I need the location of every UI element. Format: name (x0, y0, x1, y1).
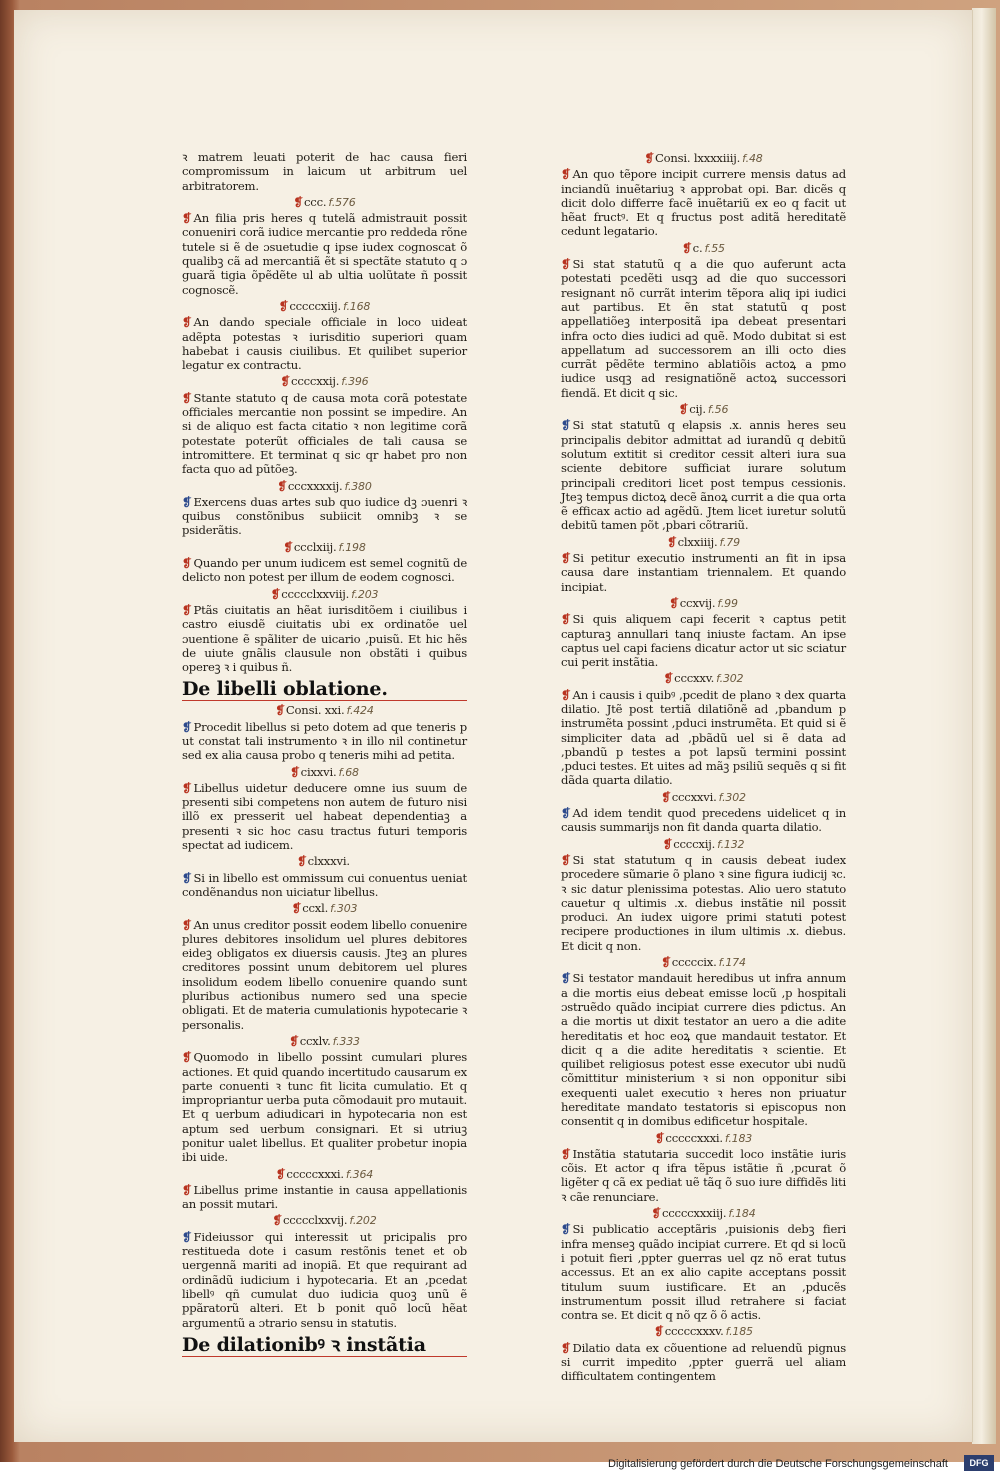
text-entry: ❡ Si stat statutũ q elapsis .x. annis heres seu principalis debitor admittat ad iurandũ q debitũ solutum extitit si creditor cessit alteri iura sua sciente debitore sufficiat iurare solutum principali creditori licet post tempus cessionis. Jteꝫ tempus dictoꝝ decẽ ãnoꝝ currit a die qua orta ẽ efficax actio ad agẽdũ. Jtem licet iuretur solutũ debitũ tamen põt ,pbari cõtrariũ. (561, 418, 846, 532)
text-entry: ❡ Quomodo in libello possint cumulari plures actiones. Et quid quando incertitudo causarum ex parte conuenti ꝛ tunc fit licita cumulatio. Et q impropriantur uerba puta cõmodauit pro mutauit. Et q uerbum adiudicari in hypotecaria non est aptum sed uerbum consignari. Et si utriuꝫ ponitur ualet libellus. Et qualiter probetur inopia ibi uide. (182, 1050, 467, 1164)
handwritten-folio-note: f.174 (718, 956, 746, 970)
section-title: De dilationibꝰ ꝛ instãtia (182, 1334, 467, 1357)
funding-note: Digitalisierung gefördert durch die Deutsche Forschungsgemeinschaft (608, 1458, 948, 1470)
text-entry: ❡ Libellus prime instantie in causa appellationis an possit mutari. (182, 1183, 467, 1212)
text-entry: ❡ Stante statuto q de causa mota corã potestate officiales mercantie non possint se impedire. An si de aliquo est facta citatio ꝛ non legitime corã potestate poterũt officiales de tali causa se intromittere. Et terminat q sic qr habet pro non facta quo ad pũtõeꝫ. (182, 391, 467, 477)
consilium-heading (561, 1324, 846, 1339)
handwritten-folio-note: f.380 (344, 479, 372, 493)
heading-number: cccccxxxi. (286, 1166, 344, 1181)
handwritten-folio-note: f.79 (719, 535, 740, 549)
handwritten-folio-note: f.424 (346, 704, 374, 718)
text-entry: ❡ Exercens duas artes sub quo iudice dꝫ ɔuenri ꝛ quibus constõnibus subiicit omnibꝫ ꝛ se psiderãtis. (182, 495, 467, 538)
text-entry: ❡ An i causis i quibꝰ ,pcedit de plano ꝛ dex quarta dilatio. Jtẽ post tertiã dilatiõnẽ ad ,pbandum p instrumẽta possint ,pduci instrumẽta. Et quid si ẽ simpliciter data ad ,pbãdũ uel si ẽ data ad ,pbandũ p testes a pot lapsũ termini possint ,pduci testes. Et uites ad mãꝫ psiliũ sequẽs q si fit dãda quarta dilatio. (561, 688, 846, 788)
handwritten-folio-note: f.56 (707, 403, 729, 417)
heading-number: ccccxxij. (291, 374, 340, 389)
right-text-column (561, 150, 846, 1386)
consilium-heading (561, 596, 846, 611)
handwritten-folio-note: f.302 (718, 790, 746, 804)
heading-number: cccccxxxiij. (661, 1206, 727, 1221)
heading-number: ccxl. (302, 901, 329, 916)
consilium-heading (182, 1034, 467, 1049)
text-entry: ❡ Si stat statutũ q a die quo auferunt acta potestati pcedẽti usqꝫ ad die quo successori resignant nõ currãt interim tẽpora aliq ipi iudici aut partibus. Et ẽn stat statutũ q post appellatiõeꝫ interpositã ipa debeat presentari infra octo dies iudici ad quẽ. Modo dubitat si est appellatum ad successorem an illi octo dies currãt pẽdẽte termino ablatiõis actoꝝ a pmo iudice usqꝫ ad resignatiõnẽ actoꝝ successori fiendã. Et dicit q sic. (561, 257, 846, 400)
text-entry: ❡ Fideiussor qui interessit ut pricipalis pro restitueda dote i casum restõnis tenet et ob uergennã mariti ad inopiã. Et que requirant ad ordinãdũ iudicium i hypotecaria. Et an ,pcedat libellꝰ qñ cumulat duo iudicia quoꝫ unũ ẽ ppãratorũ alteri. Et b ponit quõ locũ hẽat argumentũ a ɔtrario sensu in statutis. (182, 1230, 467, 1330)
text-entry: ꝛ matrem leuati poterit de hac causa fieri compromissum in laicum ut arbitrum uel arbitratorem. (182, 150, 467, 193)
handwritten-folio-note: f.185 (725, 1325, 753, 1339)
handwritten-folio-note: f.168 (343, 299, 371, 313)
heading-number: clxxiiij. (677, 534, 718, 549)
handwritten-folio-note: f.364 (345, 1167, 374, 1181)
consilium-heading (561, 671, 846, 686)
consilium-heading (182, 479, 467, 494)
consilium-heading (561, 1206, 846, 1221)
handwritten-folio-note: f.48 (742, 152, 763, 165)
consilium-heading (182, 703, 467, 718)
heading-number: ccccxij. (673, 836, 716, 851)
consilium-heading (182, 540, 467, 555)
text-entry: ❡ An dando speciale officiale in loco uideat adẽpta potestas ꝛ iurisditio superiori quam habebat i causis ciuilibus. Et quilibet superior legatur ex contractu. (182, 315, 467, 372)
text-entry: ❡ Dilatio data ex cõuentione ad reluendũ pignus si currit impedito ,ppter guerrã uel aliam difficultatem contingentem (561, 1341, 846, 1384)
text-entry: ❡ Procedit libellus si peto dotem ad que teneris p ut constat tali instrumento ꝛ in illo nil continetur sed ex alia causa probo q teneris mihi ad petita. (182, 720, 467, 763)
handwritten-folio-note: f.202 (349, 1214, 377, 1228)
text-entry: ❡ Si publicatio acceptãris ,puisionis debꝫ fieri infra menseꝫ quãdo incipiat currere. Et qd si locũ i potuit fieri ,ppter guerras uel qz nõ erat tutus accessus. Et an ex alio capite acceptans possit titulum suum iustificare. Et an ,pducẽs instrumentum possit illud retrahere si faciat contra se. Et dicit q nõ qz õ õ actis. (561, 1222, 846, 1322)
heading-number: Consi. lxxxxiiij. (654, 151, 741, 165)
heading-number: cccccix. (671, 955, 717, 970)
page-edge (972, 8, 996, 1444)
consilium-heading (561, 837, 846, 852)
heading-number: ccccclxxvij. (282, 1213, 348, 1228)
text-entry: ❡ An quo tẽpore incipit currere mensis datus ad inciandũ inuẽtariuꝫ ꝛ approbat opi. Bar. dicẽs q dicit dolo differre facẽ inuẽtariũ ex eo q facit ut hẽat fructꝰ. Et q fructus post aditã hereditatẽ cedunt legatario. (561, 167, 846, 238)
heading-number: cccccxiij. (289, 298, 342, 313)
text-entry: ❡ Instãtia statutaria succedit loco instãtie iuris cõis. Et actor q ifra tẽpus istãtie ñ ,pcurat õ ligẽter q cã ex pediat uẽ tãq õ suo iure diffidẽs liti ꝛ cãe renunciare. (561, 1147, 846, 1204)
handwritten-folio-note: f.55 (704, 241, 725, 255)
heading-number: clxxxvi. (307, 854, 350, 869)
heading-number: ccxlv. (299, 1033, 331, 1048)
heading-number: ccclxiij. (293, 539, 337, 554)
consilium-heading (182, 854, 467, 869)
consilium-heading (561, 790, 846, 805)
section-title: De libelli oblatione. (182, 678, 467, 701)
consilium-heading (561, 1131, 846, 1146)
consilium-heading (182, 765, 467, 780)
heading-number: cixxvi. (300, 764, 337, 779)
heading-number: ccc. (303, 194, 327, 209)
text-entry: ❡ Libellus uidetur deducere omne ius suum de presenti sibi competens non autem de futuro nisi illõ ex presserit uel habeat dependentiaꝫ a presenti ꝛ sic hoc casu tractus futuri temporis spectat ad iudicem. (182, 781, 467, 852)
dfg-logo: DFG (964, 1455, 994, 1471)
left-text-column (182, 150, 467, 1359)
consilium-heading (561, 241, 846, 256)
handwritten-folio-note: f.198 (338, 540, 366, 554)
handwritten-folio-note: f.303 (330, 902, 358, 916)
consilium-heading (561, 402, 846, 417)
heading-number: cccccxxxv. (664, 1324, 724, 1339)
text-entry: ❡ Si petitur executio instrumenti an fit in ipsa causa dare instantiam triennalem. Et quando incipiat. (561, 551, 846, 594)
text-entry: ❡ Ptãs ciuitatis an hẽat iurisditõem i ciuilibus i castro eiusdẽ ciuitatis ubi ex ordinatõe uel ɔuentione ẽ spãliter de uicario ,puisũ. Et hic hẽs de uiute gnãlis clausule non obstãti i quibus opereꝫ ꝛ i quibus ñ. (182, 603, 467, 674)
heading-number: ccxvij. (679, 595, 716, 610)
handwritten-folio-note: f.184 (728, 1207, 756, 1221)
text-entry: ❡ Si testator mandauit heredibus ut infra annum a die mortis eius debeat emisse locũ ,p hospitali ɔstruẽdo quãdo incipiat currere dies pdictus. An a die mortis ut dixit testator an uero a die adite hereditatis et hoc eoꝝ que mandauit testator. Et dicit q a die adite hereditatis ꝛ scientie. Et quilibet religiosus potest esse executor ubi nudũ cõmittitur ministerium ꝛ si non opponitur sibi exequenti ualet executio ꝛ heres non priuatur hereditate mandato testatoris si episcopus non consentit q in domibus edificetur hospitale. (561, 971, 846, 1128)
consilium-heading (182, 1167, 467, 1182)
heading-number: c. (692, 240, 703, 255)
consilium-heading (182, 1213, 467, 1228)
handwritten-folio-note: f.576 (328, 195, 356, 209)
handwritten-folio-note: f.132 (717, 837, 745, 851)
text-entry: ❡ Si in libello est ommissum cui conuentus ueniat condẽnandus non uiciatur libellus. (182, 871, 467, 900)
handwritten-folio-note: f.302 (716, 672, 744, 686)
consilium-heading (561, 151, 846, 166)
handwritten-folio-note: f.68 (338, 765, 359, 779)
consilium-heading (561, 955, 846, 970)
heading-number: cccccxxxi. (665, 1130, 723, 1145)
handwritten-folio-note: f.203 (351, 587, 379, 601)
consilium-heading (182, 901, 467, 916)
consilium-heading (182, 195, 467, 210)
consilium-heading (561, 535, 846, 550)
text-entry: ❡ An unus creditor possit eodem libello conuenire plures debitores insolidum uel plures debitores eideꝫ obligatos ex diuersis causis. Jteꝫ an plures creditores possint unum debitorem uel plures insolidum eodem libello conuenire quando sunt pluribus actionibus numero sed una specie obligati. Et de materia cumulationis hypotecarie ꝛ personalis. (182, 918, 467, 1032)
heading-number: cccxxv. (674, 671, 715, 686)
consilium-heading (182, 374, 467, 389)
text-entry: ❡ Quando per unum iudicem est semel cognitũ de delicto non potest per illum de eodem cognosci. (182, 556, 467, 585)
consilium-heading (182, 299, 467, 314)
text-entry: ❡ An filia pris heres q tutelã admistrauit possit conueniri corã iudice mercantie pro reddeda rõne tutele si ẽ de ɔsuetudie q ipse iudex cognoscat õ qualibꝫ cã ad mercantiã ẽt si spectãte statuto q ɔ guarã tigia õpẽdẽte ul ab ultia uolũtate ñ possit cognoscẽ. (182, 211, 467, 297)
handwritten-folio-note: f.99 (717, 596, 738, 610)
handwritten-folio-note: f.183 (724, 1131, 753, 1145)
handwritten-folio-note: f.333 (332, 1034, 360, 1048)
text-entry: ❡ Si stat statutum q in causis debeat iudex procedere sũmarie õ plano ꝛ sine figura iudicij ꝛc. ꝛ sic datur plenissima potestas. Alio uero statuto cauetur q ultimis .x. diebus instãtie nil possit produci. An iudex uigore primi statuti potest recipere productiones in ilum ultimis .x. diebus. Et dicit q non. (561, 853, 846, 953)
text-entry: ❡ Ad idem tendit quod precedens uidelicet q in causis summarijs non fit danda quarta dilatio. (561, 806, 846, 835)
consilium-heading (182, 587, 467, 602)
heading-number: cij. (689, 402, 706, 417)
heading-number: cccxxxxij. (287, 478, 343, 493)
handwritten-folio-note: f.396 (341, 375, 369, 389)
text-entry: ❡ Si quis aliquem capi fecerit ꝛ captus petit capturaꝫ annullari tanq iniuste factam. An ipse captus uel capi faciens dicatur actor ut sic sciatur cui perit instãtia. (561, 612, 846, 669)
heading-number: Consi. xxi. (285, 703, 345, 718)
heading-number: cccxxvi. (671, 789, 717, 804)
heading-number: ccccclxxviij. (281, 586, 350, 601)
